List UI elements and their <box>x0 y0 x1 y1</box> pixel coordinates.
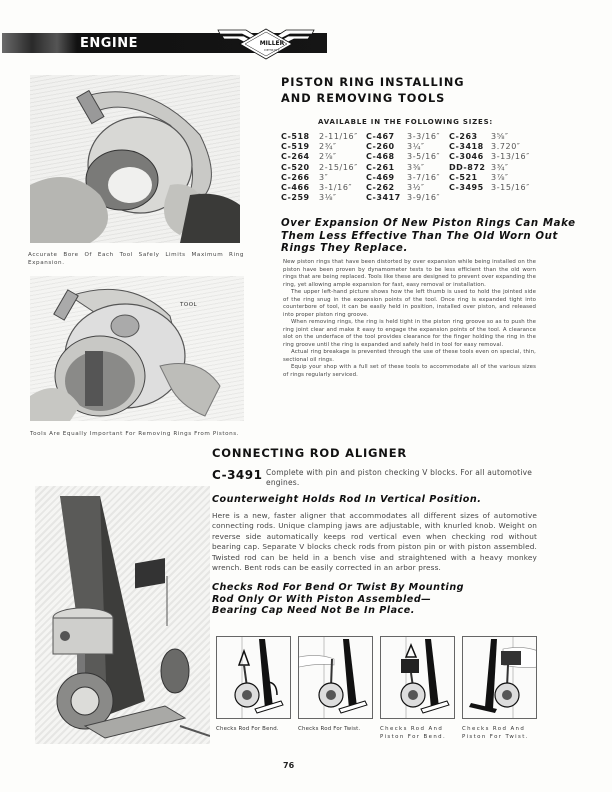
piston-ring-title-line1: PISTON RING INSTALLING <box>281 76 465 89</box>
size-value: 2¾″ <box>319 142 337 152</box>
size-code: C-259 <box>281 193 310 203</box>
size-value: 2-15/16″ <box>319 162 358 172</box>
size-code: C-3417 <box>366 193 401 203</box>
rod-aligner-title: CONNECTING ROD ALIGNER <box>212 446 408 460</box>
size-code: C-466 <box>281 182 310 192</box>
paragraph: New piston rings that have been distorted by over expansion while being installed on the piston have been proven by dynamometer tests to be less efficient than the old worn rings that are being replaced. Tools like these are designed to prevent over expanding the ring, yet allowing ample expansion for fast, easy removal or installation. <box>283 259 536 288</box>
paragraph: The upper left-hand picture shows how the left thumb is used to hold the jointed side of the ring snug in the expansion points of the tool. Once ring is expanded tight into counterbore of tool, it can be easily held in position, installed over piston, and released into proper piston ring groove. <box>283 289 536 318</box>
size-value: 3⅝″ <box>491 132 509 141</box>
size-code: DD-872 <box>449 162 486 172</box>
size-code: C-264 <box>281 152 310 162</box>
size-value: 3-7/16″ <box>407 172 441 182</box>
logo-subtext: DETROIT <box>264 48 280 52</box>
piston-ring-body <box>283 259 536 379</box>
sizes-row <box>281 173 551 183</box>
available-sizes-label: AVAILABLE IN THE FOLLOWING SIZES: <box>318 118 494 126</box>
size-code: C-520 <box>281 162 310 172</box>
section-title: ENGINE <box>80 36 139 51</box>
sizes-row <box>281 193 551 203</box>
rod-aligner-subheading: Counterweight Holds Rod In Vertical Position. <box>212 494 482 505</box>
size-value: 3¼″ <box>407 142 425 152</box>
part-number: C-3491 <box>212 468 263 482</box>
tool-label: TOOL <box>180 302 198 308</box>
size-value: 3⅜″ <box>407 162 425 172</box>
subheading-line: Checks Rod For Bend Or Twist By Mounting <box>212 582 465 593</box>
rod-aligner-body: Here is a new, faster aligner that accommodates all different sizes of automotive connecting rods. Unique clamping jaws are adjustable, with knurled knob. Weight on reverse side automatically keeps rod vertical even when checking rod without bearing cap. Separate V blocks check rods from piston pin or with piston assembled. Twisted rod can be held in a bench vise and straightened with a heavy monkey wrench. Bent rods can be easily corrected in an arbor press. <box>212 511 537 573</box>
panel-caption: Checks Rod For Bend. <box>216 726 279 732</box>
size-value: 3-3/16″ <box>407 132 441 141</box>
panel-piston-twist <box>462 636 537 719</box>
page-number: 76 <box>283 761 295 770</box>
paragraph: When removing rings, the ring is held tight in the piston ring groove so as to push the ring joint clear and make it easy to engage the expansion points of the tool. A clearance slot on the underface of the tool provides clearance for the finger holding the ring in the ring groove until the ring is expanded and safely held in tool for easy removal. <box>283 319 536 348</box>
size-code: C-266 <box>281 172 310 182</box>
size-value: 3½″ <box>407 182 425 192</box>
photo-rod-aligner <box>35 486 210 744</box>
size-value: 3-5/16″ <box>407 152 441 162</box>
size-value: 3-1/16″ <box>319 182 353 192</box>
piston-ring-title <box>281 75 465 107</box>
size-value: 3¾″ <box>491 162 509 172</box>
panel-caption: Checks Rod And Piston For Bend. <box>380 726 447 740</box>
size-code: C-521 <box>449 172 478 182</box>
size-code: C-3418 <box>449 142 484 152</box>
size-code: C-518 <box>281 132 310 141</box>
size-code: C-3495 <box>449 182 484 192</box>
subheading-line: Rod Only Or With Piston Assembled— <box>212 593 432 605</box>
photo1-caption: Accurate Bore Of Each Tool Safely Limits Maximum Ring Expansion. <box>28 252 244 266</box>
piston-ring-subheading: Over Expansion Of New Piston Rings Can Make Them Less Effective Than The Old Worn Out Rings They Replace. <box>281 218 576 254</box>
panel-caption: Checks Rod And Piston For Twist. <box>462 726 529 740</box>
photo2-caption: Tools Are Equally Important For Removing Rings From Pistons. <box>30 431 240 437</box>
panel-piston-bend <box>380 636 455 719</box>
panel-bend <box>216 636 291 719</box>
logo-text: MILLER <box>259 40 285 47</box>
photo-removing-ring <box>30 276 244 421</box>
size-value: 3-13/16″ <box>491 152 530 162</box>
size-code: C-260 <box>366 142 395 152</box>
size-value: 2-11/16″ <box>319 132 358 141</box>
panel-twist <box>298 636 373 719</box>
size-code: C-469 <box>366 172 395 182</box>
size-value: 3-15/16″ <box>491 182 530 192</box>
size-code: C-263 <box>449 132 478 141</box>
sizes-row <box>281 152 551 162</box>
photo-installing-ring <box>30 75 240 243</box>
size-value: 3⅞″ <box>491 172 509 182</box>
size-value: 3″ <box>319 172 329 182</box>
size-value: 3-9/16″ <box>407 193 441 203</box>
size-code: C-3046 <box>449 152 484 162</box>
size-value: 3⅛″ <box>319 193 337 203</box>
sizes-row <box>281 163 551 173</box>
sizes-row <box>281 183 551 193</box>
rod-aligner-subheading-2 <box>212 582 472 617</box>
size-code: C-262 <box>366 182 395 192</box>
size-code: C-261 <box>366 162 395 172</box>
size-code: C-468 <box>366 152 395 162</box>
paragraph: Equip your shop with a full set of these tools to accommodate all of the various sizes of rings regularly serviced. <box>283 364 536 378</box>
illustration-panels <box>216 636 540 741</box>
subheading-line: Bearing Cap Need Not Be In Place. <box>212 605 415 617</box>
part-description: Complete with pin and piston checking V blocks. For all automotive engines. <box>266 468 533 488</box>
sizes-row <box>281 142 551 152</box>
panel-caption: Checks Rod For Twist. <box>298 726 361 732</box>
paragraph: Actual ring breakage is prevented through the use of these tools even on special, thin, sectional oil rings. <box>283 349 536 363</box>
size-value: 2⅞″ <box>319 152 337 162</box>
size-code: C-519 <box>281 142 310 152</box>
sizes-table <box>281 132 551 203</box>
sizes-row <box>281 132 551 142</box>
piston-ring-title-line2: AND REMOVING TOOLS <box>281 92 446 105</box>
size-value: 3.720″ <box>491 142 521 152</box>
size-code: C-467 <box>366 132 395 141</box>
